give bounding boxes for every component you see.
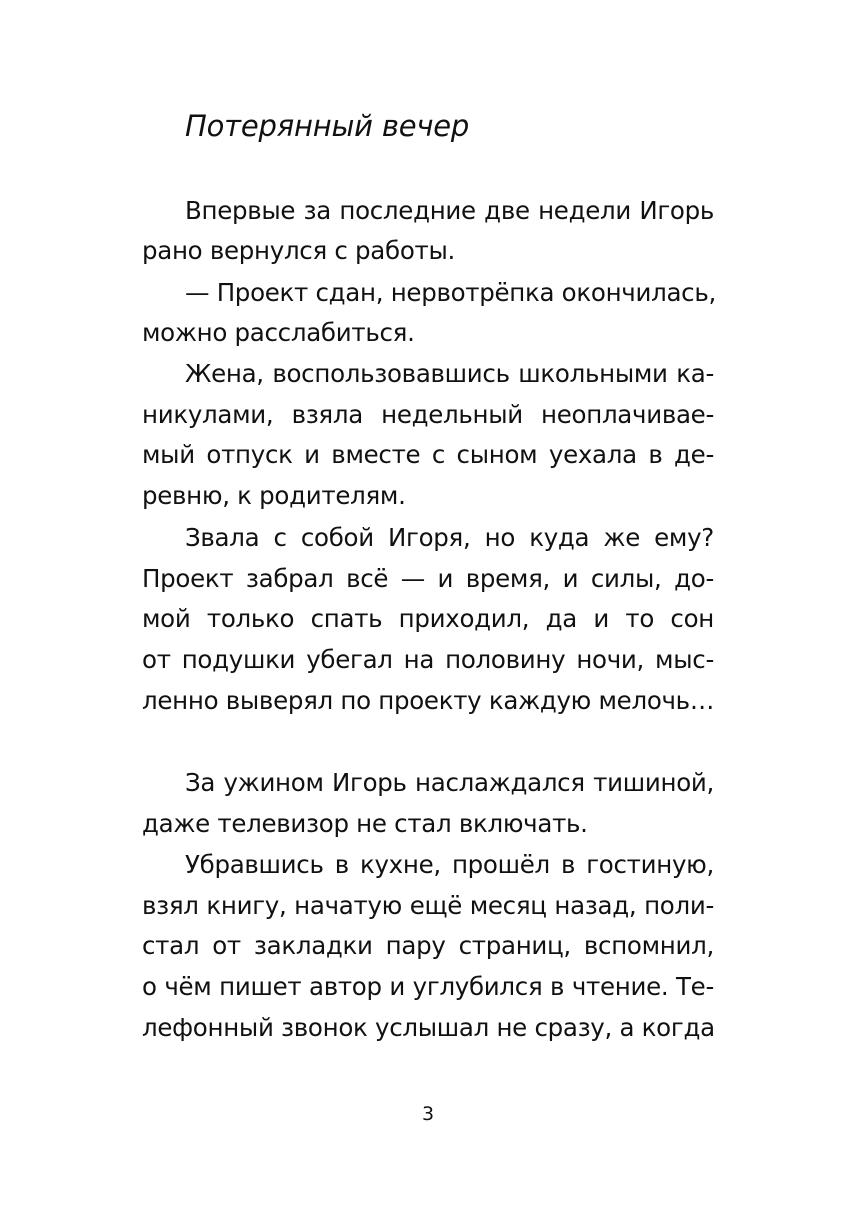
text-line: никулами, взяла недельный неоплачивае- xyxy=(142,400,714,429)
text-line: Звала с собой Игоря, но куда же ему? xyxy=(185,523,714,552)
text-line: лефонный звонок услышал не сразу, а когда xyxy=(142,1013,715,1042)
text-line: мой только спать приходил, да и то сон xyxy=(142,604,714,633)
text-line: — Проект сдан, нервотрёпка окончилась, xyxy=(185,278,716,307)
text-line: даже телевизор не стал включать. xyxy=(142,809,588,838)
text-line: Впервые за последние две недели Игорь xyxy=(185,196,714,225)
text-line: можно расслабиться. xyxy=(142,318,415,347)
text-line: Жена, воспользовавшись школьными ка- xyxy=(185,359,714,388)
text-line: от подушки убегал на половину ночи, мыс- xyxy=(142,645,714,674)
text-line: о чём пишет автор и углубился в чтение. Те- xyxy=(142,972,714,1001)
text-line: мый отпуск и вместе с сыном уехала в де- xyxy=(142,440,714,469)
text-line: стал от закладки пару страниц, вспомнил, xyxy=(142,931,714,960)
text-line: взял книгу, начатую ещё месяц назад, поли- xyxy=(142,891,714,920)
text-line: рано вернулся с работы. xyxy=(142,236,456,265)
text-line: ревню, к родителям. xyxy=(142,481,406,510)
chapter-title: Потерянный вечер xyxy=(185,109,470,143)
text-line: Убравшись в кухне, прошёл в гостиную, xyxy=(185,850,714,879)
text-line: ленно выверял по проекту каждую мелочь… xyxy=(142,686,715,715)
text-line: За ужином Игорь наслаждался тишиной, xyxy=(185,768,714,797)
page-number: 3 xyxy=(421,1103,435,1125)
text-line: Проект забрал всё — и время, и силы, до- xyxy=(142,564,714,593)
